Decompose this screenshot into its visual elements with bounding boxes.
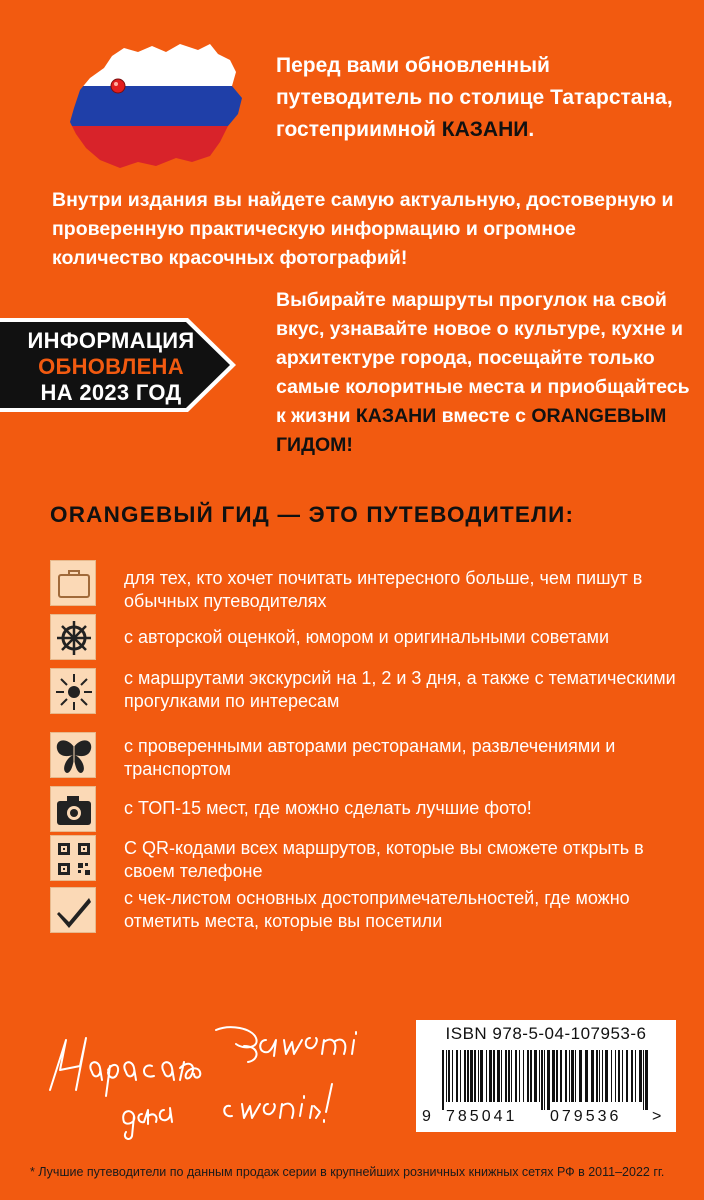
handwritten-slogan xyxy=(40,1010,400,1140)
barcode-bar xyxy=(605,1050,608,1102)
badge-line3: НА 2023 ГОД xyxy=(40,380,182,405)
barcode-bar xyxy=(635,1050,636,1102)
barcode-bar xyxy=(464,1050,466,1102)
barcode-bar xyxy=(615,1050,616,1102)
barcode-bars xyxy=(426,1050,666,1110)
barcode-bar xyxy=(622,1050,623,1102)
intro-paragraph xyxy=(276,50,686,146)
barcode-bar xyxy=(544,1050,545,1110)
camera-icon xyxy=(50,786,96,832)
barcode-bar xyxy=(470,1050,473,1102)
footnote: * Лучшие путеводители по данным продаж серии в крупнейших розничных книжных сетях РФ в 2011–2022 гг. xyxy=(30,1165,665,1179)
barcode-bar xyxy=(515,1050,517,1102)
barcode-bar xyxy=(474,1050,476,1102)
barcode-bar xyxy=(539,1050,540,1102)
barcode-bar xyxy=(556,1050,558,1102)
butterfly-icon xyxy=(50,732,96,778)
routes-text: Выбирайте маршруты прогулок на свой вкус, узнавайте новое о культуре, кухне и архитектуре города, посещайте только самые колоритные места и приобщайтесь к жизни xyxy=(276,289,690,427)
barcode-bar xyxy=(446,1050,447,1102)
barcode-quiet-marker: > xyxy=(652,1108,662,1125)
ship-wheel-icon xyxy=(50,614,96,660)
feature-text-5: с ТОП-15 мест, где можно сделать лучшие фото! xyxy=(124,798,532,818)
barcode-bar xyxy=(478,1050,479,1102)
barcode-bar xyxy=(508,1050,510,1102)
barcode-digits-left: 785041 xyxy=(446,1108,518,1125)
update-badge xyxy=(0,318,238,412)
barcode-bar xyxy=(511,1050,512,1102)
barcode-bar xyxy=(527,1050,529,1102)
suitcase-icon xyxy=(50,560,96,606)
barcode-bar xyxy=(579,1050,582,1102)
feature-text-3: с маршрутами экскурсий на 1, 2 и 3 дня, а также с тематическими прогулками по интересам xyxy=(124,668,676,711)
barcode-bar xyxy=(456,1050,458,1102)
barcode-bar xyxy=(565,1050,567,1102)
barcode-bar xyxy=(541,1050,543,1110)
barcode-bar xyxy=(552,1050,555,1102)
barcode-bar xyxy=(645,1050,648,1110)
barcode-bar xyxy=(523,1050,524,1102)
barcode-bar xyxy=(530,1050,532,1102)
barcode-bar xyxy=(618,1050,620,1102)
barcode-bar xyxy=(505,1050,507,1102)
barcode-bar xyxy=(575,1050,576,1102)
feature-text-7: с чек-листом основных достопримечательностей, где можно отметить места, которые вы посетили xyxy=(124,888,630,931)
barcode-bar xyxy=(493,1050,495,1102)
routes-mid: вместе с xyxy=(436,405,532,427)
routes-highlight-guide: ORANGEВЫМ ГИДОМ! xyxy=(276,405,667,456)
barcode-bar xyxy=(571,1050,574,1102)
qr-code-icon xyxy=(50,835,96,881)
barcode-bar xyxy=(460,1050,461,1102)
barcode-bar xyxy=(596,1050,598,1102)
russia-flag-map-icon xyxy=(60,38,250,178)
routes-highlight-city: КАЗАНИ xyxy=(355,405,437,427)
checkmark-icon xyxy=(50,887,96,933)
isbn-barcode xyxy=(416,1020,676,1132)
barcode-bar xyxy=(591,1050,594,1102)
barcode-digits-right: 079536 xyxy=(550,1108,622,1125)
isbn-label: ISBN 978-5-04-107953-6 xyxy=(445,1024,647,1043)
barcode-bar xyxy=(489,1050,492,1102)
badge-line1: ИНФОРМАЦИЯ xyxy=(27,328,195,353)
barcode-bar xyxy=(599,1050,600,1102)
barcode-bar xyxy=(643,1050,644,1110)
barcode-bar xyxy=(442,1050,444,1110)
sun-icon xyxy=(50,668,96,714)
intro-text: Перед вами обновленный путеводитель по столице Татарстана, гостеприимной xyxy=(276,54,673,141)
intro-highlight: КАЗАНИ xyxy=(441,118,529,141)
barcode-bar xyxy=(585,1050,588,1102)
barcode-bar xyxy=(639,1050,642,1102)
routes-paragraph xyxy=(276,286,696,460)
barcode-bar xyxy=(534,1050,537,1102)
intro-end: . xyxy=(528,118,535,141)
feature-text-1: для тех, кто хочет почитать интересного больше, чем пишут в обычных путеводителях xyxy=(124,568,643,611)
barcode-bar xyxy=(569,1050,570,1102)
barcode-bar xyxy=(467,1050,469,1102)
barcode-bar xyxy=(611,1050,612,1102)
barcode-bar xyxy=(560,1050,562,1102)
barcode-bar xyxy=(631,1050,633,1102)
barcode-bar xyxy=(501,1050,502,1102)
barcode-bar xyxy=(626,1050,628,1102)
description-paragraph: Внутри издания вы найдете самую актуальную, достоверную и проверенную практическую информацию и огромное количество красочных фотографий! xyxy=(52,189,674,269)
barcode-bar xyxy=(448,1050,450,1102)
barcode-bar xyxy=(486,1050,487,1102)
barcode-bar xyxy=(497,1050,500,1102)
barcode-bar xyxy=(452,1050,453,1102)
barcode-digit-lead: 9 xyxy=(422,1108,431,1125)
badge-line2: ОБНОВЛЕНА xyxy=(38,354,184,379)
barcode-bar xyxy=(519,1050,520,1102)
feature-text-4: с проверенными авторами ресторанами, развлечениями и транспортом xyxy=(124,736,616,779)
barcode-bar xyxy=(602,1050,603,1102)
features-heading: ORANGEВЫЙ ГИД — ЭТО ПУТЕВОДИТЕЛИ: xyxy=(50,502,575,527)
feature-text-2: с авторской оценкой, юмором и оригинальными советами xyxy=(124,627,610,647)
barcode-bar xyxy=(480,1050,483,1102)
feature-text-6: С QR-кодами всех маршрутов, которые вы сможете открыть в своем телефоне xyxy=(124,838,644,881)
barcode-bar xyxy=(547,1050,550,1110)
